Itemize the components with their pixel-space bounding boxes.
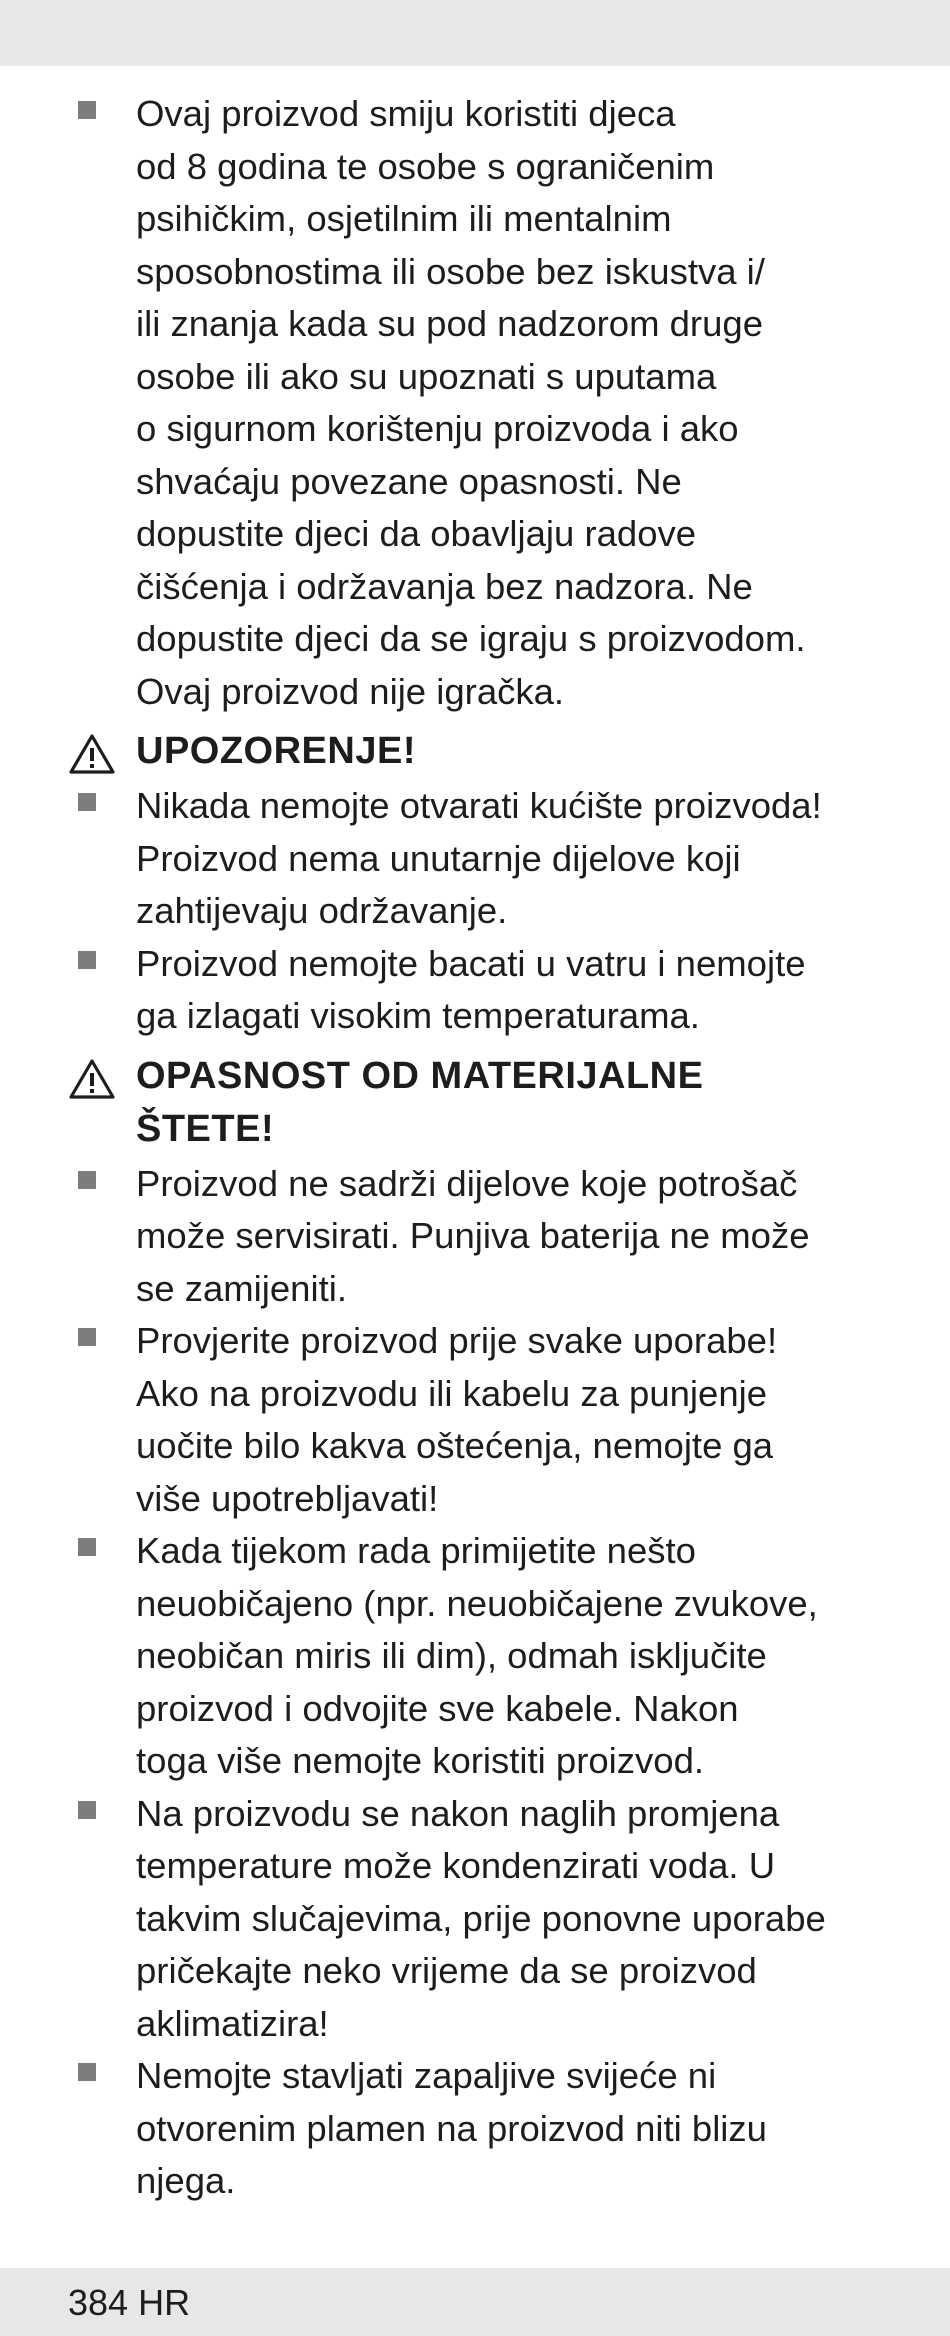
paragraph: Proizvod ne sadrži dijelove koje potrošač može servisirati. Punjiva baterija ne može se zamijeniti. — [136, 1162, 810, 1309]
paragraph: Na proizvodu se nakon naglih promjena temperature može kondenzirati voda. U takvim slučajevima, prije ponovne uporabe pričekajte neko vrijeme da se proizvod aklimatizira! — [136, 1792, 826, 2044]
list-item — [0, 1158, 950, 1316]
list-item — [0, 780, 950, 938]
list-item — [0, 1525, 950, 1788]
header-band — [0, 0, 950, 66]
warning-triangle-icon — [68, 1058, 116, 1100]
paragraph: Kada tijekom rada primijetite nešto neuobičajeno (npr. neuobičajene zvukove, neobičan miris ili dim), odmah isključite proizvod i odvojite sve kabele. Nakon toga više nemojte koristiti proizvod. — [136, 1530, 818, 1781]
list-item — [0, 938, 950, 1043]
list-item — [0, 1788, 950, 2051]
bullet-square-icon — [78, 1328, 96, 1346]
warning-triangle-icon — [68, 733, 116, 775]
list-item — [0, 1315, 950, 1525]
paragraph: Ovaj proizvod smiju koristiti djeca od 8 godina te osobe s ograničenim psihičkim, osjetilnim ili mentalnim sposobnostima ili osobe bez iskustva i/ ili znanja kada su pod nadzorom druge osobe ili ako su upoznati s uputama o sigurnom korištenju proizvoda i ako shvaćaju povezane opasnosti. Ne dopustite djeci da obavljaju radove čišćenja i održavanja bez nadzora. Ne dopustite djeci da se igraju s proizvodom. Ovaj proizvod nije igračka. — [136, 93, 806, 712]
bullet-square-icon — [78, 951, 96, 969]
bullet-square-icon — [78, 101, 96, 119]
bullet-square-icon — [78, 793, 96, 811]
bullet-square-icon — [78, 1171, 96, 1189]
paragraph: Proizvod nemojte bacati u vatru i nemojte ga izlagati visokim temperaturama. — [136, 942, 806, 1036]
bullet-square-icon — [78, 1538, 96, 1556]
section-heading-upozorenje — [0, 725, 950, 778]
list-item-children-safety — [0, 88, 950, 718]
list-item — [0, 2050, 950, 2208]
bullet-square-icon — [78, 1801, 96, 1819]
heading-text: OPASNOST OD MATERIJALNE ŠTETE! — [136, 1054, 704, 1150]
paragraph: Provjerite proizvod prije svake uporabe! Ako na proizvodu ili kabelu za punjenje uočite bilo kakva oštećenja, nemojte ga više upotrebljavati! — [136, 1320, 778, 1519]
heading-text: UPOZORENJE! — [136, 730, 416, 772]
paragraph: Nemojte stavljati zapaljive svijeće ni otvorenim plamen na proizvod niti blizu njega. — [136, 2055, 767, 2201]
bullet-square-icon — [78, 2063, 96, 2081]
paragraph: Nikada nemojte otvarati kućište proizvoda! Proizvod nema unutarnje dijelove koji zahtijevaju održavanje. — [136, 785, 822, 931]
section-heading-material-damage — [0, 1050, 950, 1156]
page-number: 384 HR — [68, 2282, 191, 2323]
page-content — [0, 88, 950, 2208]
